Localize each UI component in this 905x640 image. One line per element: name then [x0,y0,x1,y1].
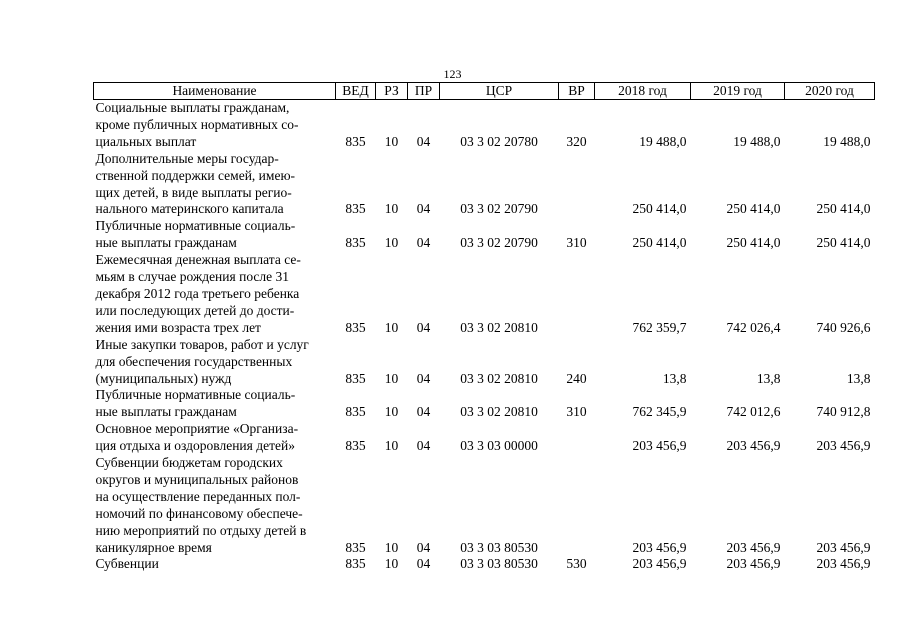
rz-cell: 10 [384,438,399,454]
ved-cell: 835 [345,235,366,251]
pr-cell: 04 [416,201,431,217]
ved-cell: 835 [345,539,366,555]
csr-cell: 03 3 03 80530 [460,539,538,555]
row-name-line: декабря 2012 года третьего ребенка [95,285,300,301]
amount-2018-cell: 203 456,9 [632,539,687,555]
ved-cell: 835 [345,370,366,386]
amount-2019-cell: 742 012,6 [726,404,781,420]
csr-cell: 03 3 03 80530 [460,556,538,572]
amount-2020-cell: 203 456,9 [816,539,871,555]
row-name-line: нию мероприятий по отдыху детей в [95,522,307,538]
amount-2018-cell: 250 414,0 [632,201,687,217]
row-name-line: на осуществление переданных пол- [95,488,301,504]
row-name-line: циальных выплат [95,133,197,149]
amount-2019-cell: 250 414,0 [726,201,781,217]
rz-cell: 10 [384,319,399,335]
row-name-line: для обеспечения государственных [95,353,293,369]
amount-2019-cell: 203 456,9 [726,539,781,555]
vr-cell [559,151,595,219]
csr-cell: 03 3 02 20790 [460,201,538,217]
amount-2018-cell: 203 456,9 [632,438,687,454]
vr-cell: 320 [566,133,587,149]
vr-cell: 530 [566,556,587,572]
amount-2019-cell: 250 414,0 [726,235,781,251]
table-row [94,151,875,219]
row-name-line: Субвенции бюджетам городских [95,455,283,471]
pr-cell: 04 [416,556,431,572]
row-name-line: ция отдыха и оздоровления детей» [95,438,295,454]
row-name-line: номочий по финансовому обеспече- [95,505,303,521]
row-name [94,252,336,337]
rz-cell: 10 [384,235,399,251]
row-name-line: каникулярное время [95,539,212,555]
header-2019: 2019 год [691,83,785,100]
row-name-line: кроме публичных нормативных со- [95,116,299,132]
page-number: 123 [443,67,462,81]
row-name [94,100,336,151]
vr-cell [559,455,595,556]
ved-cell: 835 [345,438,366,454]
row-name [94,337,336,388]
row-name-line: ственной поддержки семей, имею- [95,167,296,183]
amount-2019-cell: 203 456,9 [726,438,781,454]
rz-cell: 10 [384,556,399,572]
vr-cell [559,421,595,455]
table-row [94,556,875,572]
amount-2020-cell: 250 414,0 [816,201,871,217]
budget-table [93,82,875,572]
pr-cell: 04 [416,438,431,454]
amount-2018-cell: 203 456,9 [632,556,687,572]
ved-cell: 835 [345,133,366,149]
row-name [94,421,336,455]
header-ved: ВЕД [336,83,376,100]
row-name-line: ные выплаты гражданам [95,235,237,251]
row-name-line: Дополнительные меры государ- [95,150,279,166]
row-name-line: мьям в случае рождения после 31 [95,269,289,285]
header-pr: ПР [408,83,440,100]
table-row [94,387,875,421]
csr-cell: 03 3 02 20780 [460,133,538,149]
table-row [94,100,875,151]
ved-cell: 835 [345,201,366,217]
table-header [94,83,875,100]
header-2020: 2020 год [785,83,875,100]
table-row [94,218,875,252]
csr-cell: 03 3 03 00000 [460,438,538,454]
pr-cell: 04 [416,404,431,420]
row-name-line: Ежемесячная денежная выплата се- [95,252,301,268]
csr-cell: 03 3 02 20810 [460,370,538,386]
row-name-line: Иные закупки товаров, работ и услуг [95,336,309,352]
csr-cell: 03 3 02 20810 [460,319,538,335]
row-name-line: Субвенции [95,556,159,572]
amount-2018-cell: 762 359,7 [632,319,687,335]
rz-cell: 10 [384,404,399,420]
csr-cell: 03 3 02 20810 [460,404,538,420]
pr-cell: 04 [416,370,431,386]
row-name-line: или последующих детей до дости- [95,302,295,318]
table-row [94,252,875,337]
row-name-line: округов и муниципальных районов [95,471,299,487]
amount-2019-cell: 742 026,4 [726,319,781,335]
row-name-line: Социальные выплаты гражданам, [95,100,290,115]
ved-cell: 835 [345,319,366,335]
row-name-line: Основное мероприятие «Организа- [95,421,299,437]
table-row [94,455,875,556]
csr-cell: 03 3 02 20790 [460,235,538,251]
vr-cell: 240 [566,370,587,386]
amount-2020-cell: 13,8 [846,370,871,386]
row-name [94,151,336,219]
table-row [94,421,875,455]
ved-cell: 835 [345,556,366,572]
rz-cell: 10 [384,201,399,217]
header-rz: РЗ [376,83,408,100]
amount-2020-cell: 203 456,9 [816,438,871,454]
vr-cell [559,252,595,337]
amount-2020-cell: 250 414,0 [816,235,871,251]
amount-2018-cell: 13,8 [662,370,687,386]
header-csr: ЦСР [440,83,559,100]
pr-cell: 04 [416,235,431,251]
amount-2018-cell: 762 345,9 [632,404,687,420]
row-name [94,218,336,252]
table-body [94,100,875,573]
vr-cell: 310 [566,235,587,251]
rz-cell: 10 [384,370,399,386]
amount-2018-cell: 250 414,0 [632,235,687,251]
pr-cell: 04 [416,133,431,149]
ved-cell: 835 [345,404,366,420]
table-row [94,337,875,388]
row-name-line: Публичные нормативные социаль- [95,387,296,403]
rz-cell: 10 [384,539,399,555]
amount-2019-cell: 13,8 [756,370,781,386]
row-name [94,556,336,572]
header-vr: ВР [559,83,595,100]
row-name-line: ные выплаты гражданам [95,404,237,420]
row-name-line: нального материнского капитала [95,201,284,217]
row-name-line: (муниципальных) нужд [95,370,232,386]
pr-cell: 04 [416,539,431,555]
header-2018: 2018 год [595,83,691,100]
row-name [94,455,336,556]
row-name-line: щих детей, в виде выплаты регио- [95,184,292,200]
amount-2020-cell: 740 926,6 [816,319,871,335]
amount-2020-cell: 19 488,0 [823,133,871,149]
pr-cell: 04 [416,319,431,335]
row-name [94,387,336,421]
rz-cell: 10 [384,133,399,149]
vr-cell: 310 [566,404,587,420]
row-name-line: жения ими возраста трех лет [95,319,261,335]
amount-2018-cell: 19 488,0 [639,133,687,149]
amount-2019-cell: 19 488,0 [733,133,781,149]
header-name: Наименование [94,83,336,100]
amount-2020-cell: 740 912,8 [816,404,871,420]
amount-2020-cell: 203 456,9 [816,556,871,572]
row-name-line: Публичные нормативные социаль- [95,218,296,234]
amount-2019-cell: 203 456,9 [726,556,781,572]
